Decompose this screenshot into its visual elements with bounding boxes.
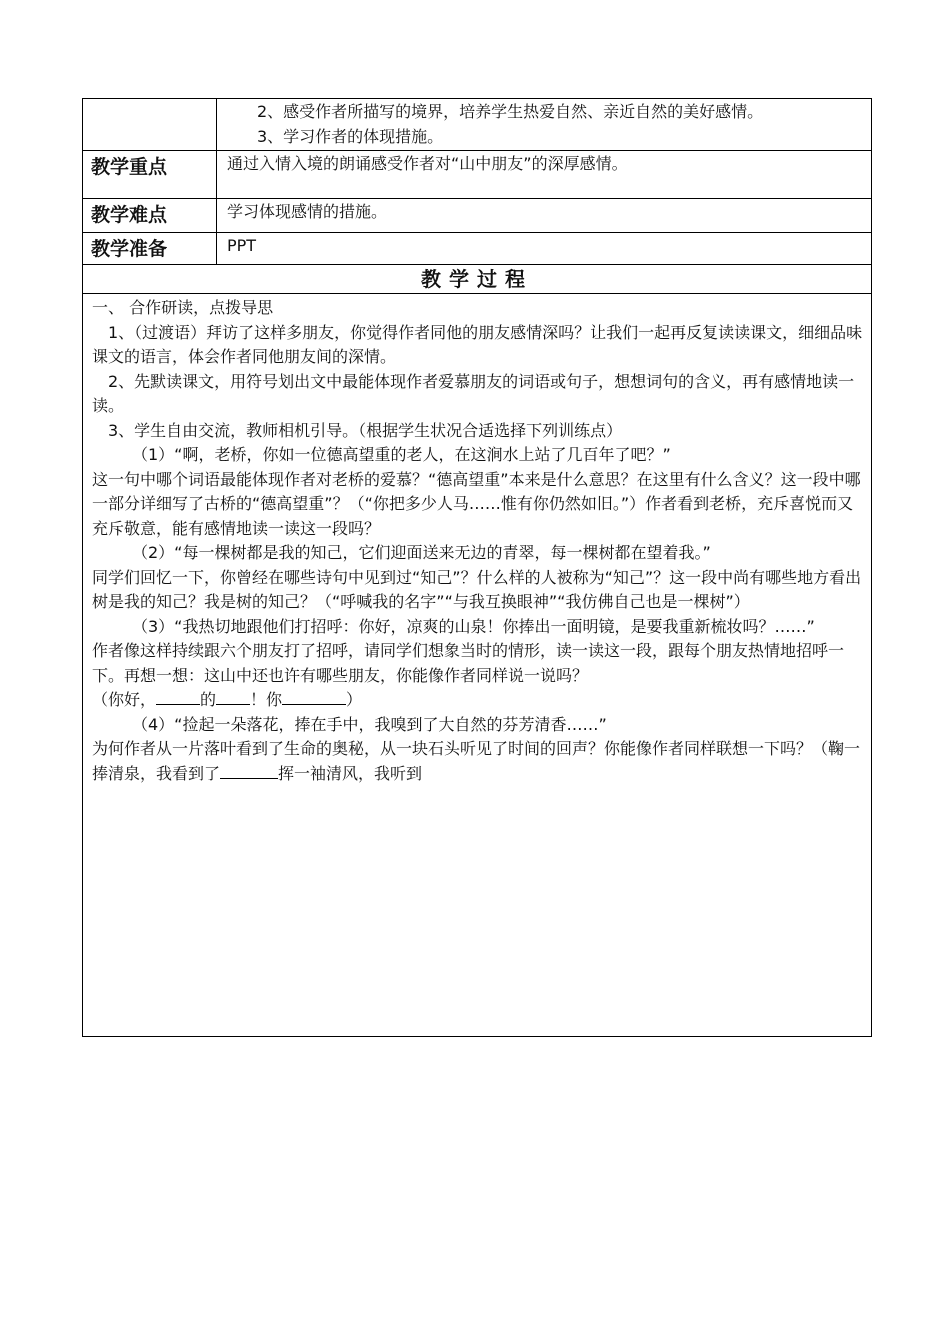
difficulties-row — [83, 199, 872, 233]
section-heading: 一、 合作研读，点拨导思 — [92, 298, 274, 317]
process-title: 教学过程 — [83, 265, 872, 294]
preparation-label: 教学准备 — [83, 233, 217, 265]
quote-4-tail: 挥一袖清风，我听到 — [278, 763, 423, 783]
key-points-label: 教学重点 — [83, 151, 217, 199]
step-3: 3、学生自由交流，教师相机引导。（根据学生状况合适选择下列训练点） — [108, 420, 623, 440]
quote-2: （2）“每一棵树都是我的知己，它们迎面送来无边的青翠，每一棵树都在望着我。” — [132, 543, 711, 562]
objectives-row — [83, 99, 872, 151]
process-body-row — [83, 294, 872, 1037]
fill-blank-2 — [216, 688, 250, 705]
preparation-row — [83, 233, 872, 265]
objective-line-3: 3、学习作者的体现措施。 — [257, 127, 444, 146]
process-title-row — [83, 265, 872, 294]
step-1: 1、（过渡语）拜访了这样多朋友，你觉得作者同他的朋友感情深吗？让我们一起再反复读读课文，细细品味课文的语言，体会作者同他朋友间的深情。 — [92, 322, 863, 366]
fill-part-a: （你好， — [92, 690, 157, 709]
objectives-cell — [217, 99, 872, 151]
fill-blank-4 — [220, 762, 278, 779]
quote-2-discussion: 同学们回忆一下，你曾经在哪些诗句中见到过“知己”？什么样的人被称为“知己”？这一段中尚有哪些地方看出树是我的知己？我是树的知己？（“呼喊我的名字”“与我互换眼神”“我仿佛自己也是一棵树”） — [92, 567, 862, 611]
quote-1: （1）“啊，老桥，你如一位德高望重的老人，在这涧水上站了几百年了吧？” — [132, 445, 671, 464]
step-2: 2、先默读课文，用符号划出文中最能体现作者爱慕朋友的词语或句子，想想词句的含义，再有感情地读一读。 — [92, 371, 855, 415]
fill-blank-3 — [282, 688, 346, 705]
quote-4-discussion — [92, 737, 865, 786]
fill-part-b: 的 — [200, 690, 217, 709]
preparation-value: PPT — [217, 233, 872, 265]
key-points-row — [83, 151, 872, 199]
fill-blank-1 — [156, 688, 200, 705]
quote-1-discussion: 这一句中哪个词语最能体现作者对老桥的爱慕？“德高望重”本来是什么意思？在这里有什么含义？这一段中哪一部分详细写了古桥的“德高望重”？（“你把多少人马……惟有你仍然如旧。”）作者看到老桥，充斥喜悦而又充斥敬意，能有感情地读一读这一段吗？ — [92, 469, 861, 538]
objective-line-2: 2、感受作者所描写的境界，培养学生热爱自然、亲近自然的美好感情。 — [257, 102, 764, 121]
fill-in-sentence — [92, 688, 865, 713]
fill-part-c: ！你 — [250, 690, 283, 709]
key-points-value: 通过入情入境的朗诵感受作者对“山中朋友”的深厚感情。 — [217, 151, 872, 199]
lesson-plan-table — [82, 98, 872, 1037]
quote-3: （3）“我热切地跟他们打招呼：你好，凉爽的山泉！你捧出一面明镜，是要我重新梳妆吗？……” — [132, 616, 815, 636]
quote-4-text: 为何作者从一片落叶看到了生命的奥秘，从一块石头听见了时间的回声？你能像作者同样联想一下吗？（鞠一捧清泉，我看到了 — [92, 739, 861, 783]
difficulties-value: 学习体现感情的措施。 — [217, 199, 872, 233]
quote-3-discussion: 作者像这样持续跟六个朋友打了招呼，请同学们想象当时的情形，读一读这一段，跟每个朋友热情地招呼一下。再想一想：这山中还也许有哪些朋友，你能像作者同样说一说吗？ — [92, 641, 845, 685]
process-body — [83, 294, 872, 1037]
quote-4: （4）“捡起一朵落花，捧在手中，我嗅到了大自然的芬芳清香……” — [132, 714, 607, 734]
objectives-label-cell — [83, 99, 217, 151]
difficulties-label: 教学难点 — [83, 199, 217, 233]
fill-part-d: ） — [346, 690, 363, 709]
